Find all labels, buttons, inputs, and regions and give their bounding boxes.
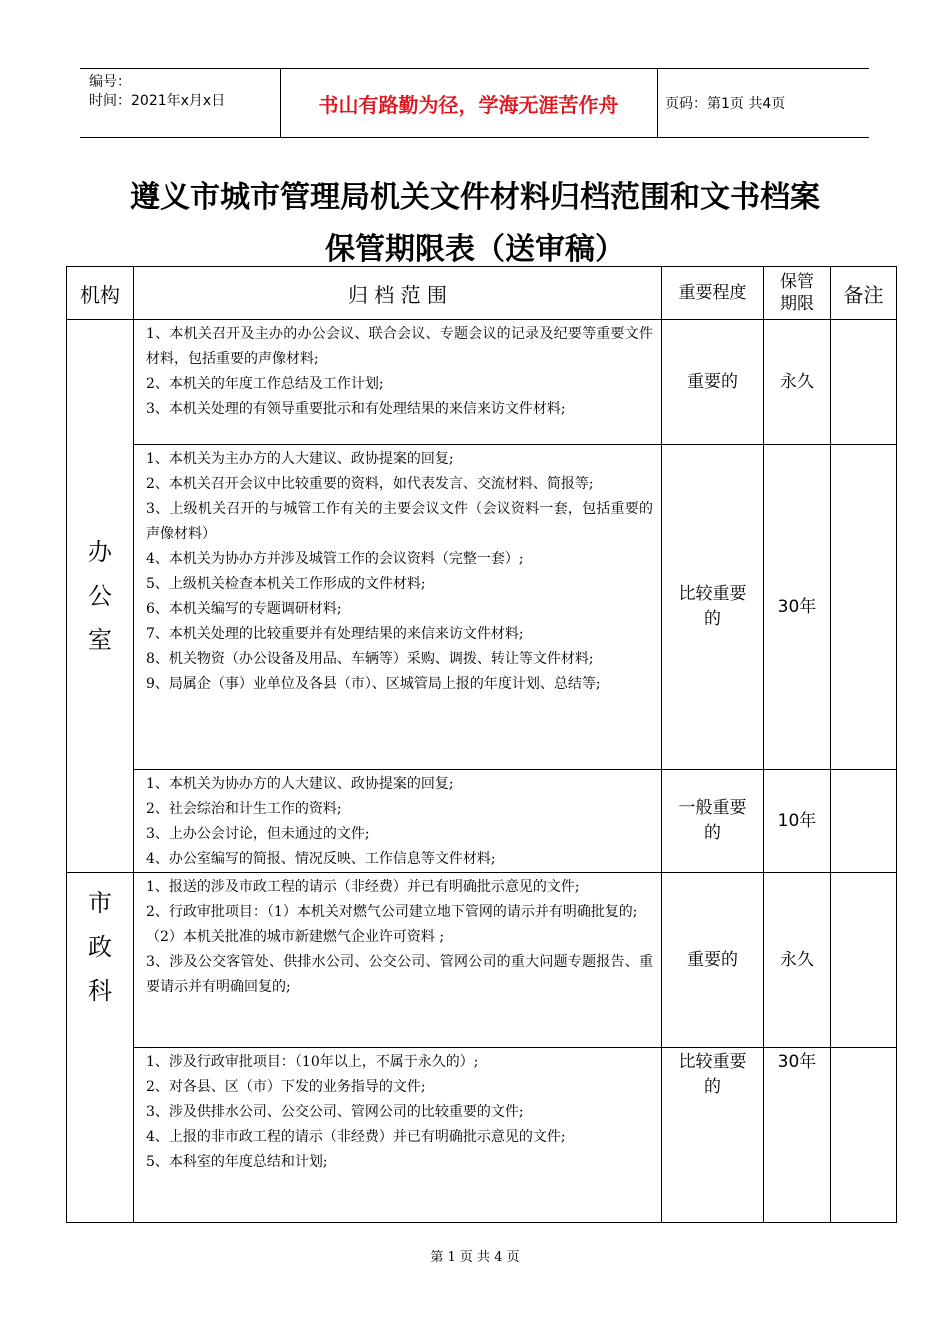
- scope-cell: 1、涉及行政审批项目：（10年以上，不属于永久的）; 2、对各县、区（市）下发的业务指导的文件; 3、涉及供排水公司、公交公司、管网公司的比较重要的文件; 4、上报的非市政工程的请示（非经费）并已有明确批示意见的文件; 5、本科室的年度总结和计划;: [134, 1048, 662, 1223]
- scope-cell: 1、本机关为协办方的人大建议、政协提案的回复; 2、社会综治和计生工作的资料; 3、上办公会讨论，但未通过的文件; 4、办公室编写的简报、情况反映、工作信息等文件材料;: [134, 770, 662, 873]
- date-label: 时间：2021年x月x日: [89, 93, 226, 109]
- table-row: [67, 320, 897, 445]
- document-title-line-2: 保管期限表（送审稿）: [325, 232, 625, 267]
- retention-table: [66, 266, 897, 1223]
- header-meta: [89, 73, 225, 111]
- document-title-line-1: 遵义市城市管理局机关文件材料归档范围和文书档案: [130, 180, 820, 215]
- header-page-number: 页码：第1页 共4页: [665, 96, 786, 112]
- org-cell-office: 办 公 室: [67, 320, 134, 873]
- keep-period-cell: 永久: [764, 873, 831, 1048]
- keep-period-cell: 30年: [764, 1048, 831, 1223]
- keep-period-cell: 10年: [764, 770, 831, 873]
- importance-cell: 重要的: [662, 320, 764, 445]
- scope-cell: 1、本机关召开及主办的办公会议、联合会议、专题会议的记录及纪要等重要文件材料，包括重要的声像材料; 2、本机关的年度工作总结及工作计划; 3、本机关处理的有领导重要批示和有处理结果的来信来访文件材料;: [134, 320, 662, 445]
- importance-cell: 比较重要 的: [662, 445, 764, 770]
- keep-period-cell: 30年: [764, 445, 831, 770]
- table-header-row: [67, 267, 897, 320]
- header-motto: 书山有路勤为径，学海无涯苦作舟: [318, 92, 619, 117]
- header-keep-period: 保管 期限: [764, 267, 831, 320]
- page-footer: 第 1 页 共 4 页: [430, 1250, 520, 1265]
- importance-cell: 一般重要 的: [662, 770, 764, 873]
- header-importance: 重要程度: [662, 267, 764, 320]
- importance-cell: 比较重要 的: [662, 1048, 764, 1223]
- table-row: [67, 873, 897, 1048]
- table-row: [67, 1048, 897, 1223]
- importance-cell: 重要的: [662, 873, 764, 1048]
- org-cell-municipal: 市 政 科: [67, 873, 134, 1223]
- remark-cell: [831, 445, 897, 770]
- table-row: [67, 770, 897, 873]
- table-row: [67, 445, 897, 770]
- header-divider: [657, 69, 658, 137]
- remark-cell: [831, 320, 897, 445]
- doc-number-label: 编号：: [89, 74, 131, 90]
- keep-period-cell: 永久: [764, 320, 831, 445]
- remark-cell: [831, 873, 897, 1048]
- header-remark: 备注: [831, 267, 897, 320]
- page-header: [80, 68, 869, 138]
- scope-cell: 1、报送的涉及市政工程的请示（非经费）并已有明确批示意见的文件; 2、行政审批项目：（1）本机关对燃气公司建立地下管网的请示并有明确批复的; （2）本机关批准的城市新建燃气企业许可资料 ; 3、涉及公交客管处、供排水公司、公交公司、管网公司的重大问题专题报告、重要请示并有明确回复的;: [134, 873, 662, 1048]
- scope-cell: 1、本机关为主办方的人大建议、政协提案的回复; 2、本机关召开会议中比较重要的资料，如代表发言、交流材料、简报等; 3、上级机关召开的与城管工作有关的主要会议文件（会议资料一套，包括重要的声像材料） 4、本机关为协办方并涉及城管工作的会议资料（完整一套）; 5、上级机关检查本机关工作形成的文件材料; 6、本机关编写的专题调研材料; 7、本机关处理的比较重要并有处理结果的来信来访文件材料; 8、机关物资（办公设备及用品、车辆等）采购、调拨、转让等文件材料; 9、局属企（事）业单位及各县（市）、区城管局上报的年度计划、总结等;: [134, 445, 662, 770]
- remark-cell: [831, 770, 897, 873]
- remark-cell: [831, 1048, 897, 1223]
- header-scope: 归 档 范 围: [134, 267, 662, 320]
- header-org: 机构: [67, 267, 134, 320]
